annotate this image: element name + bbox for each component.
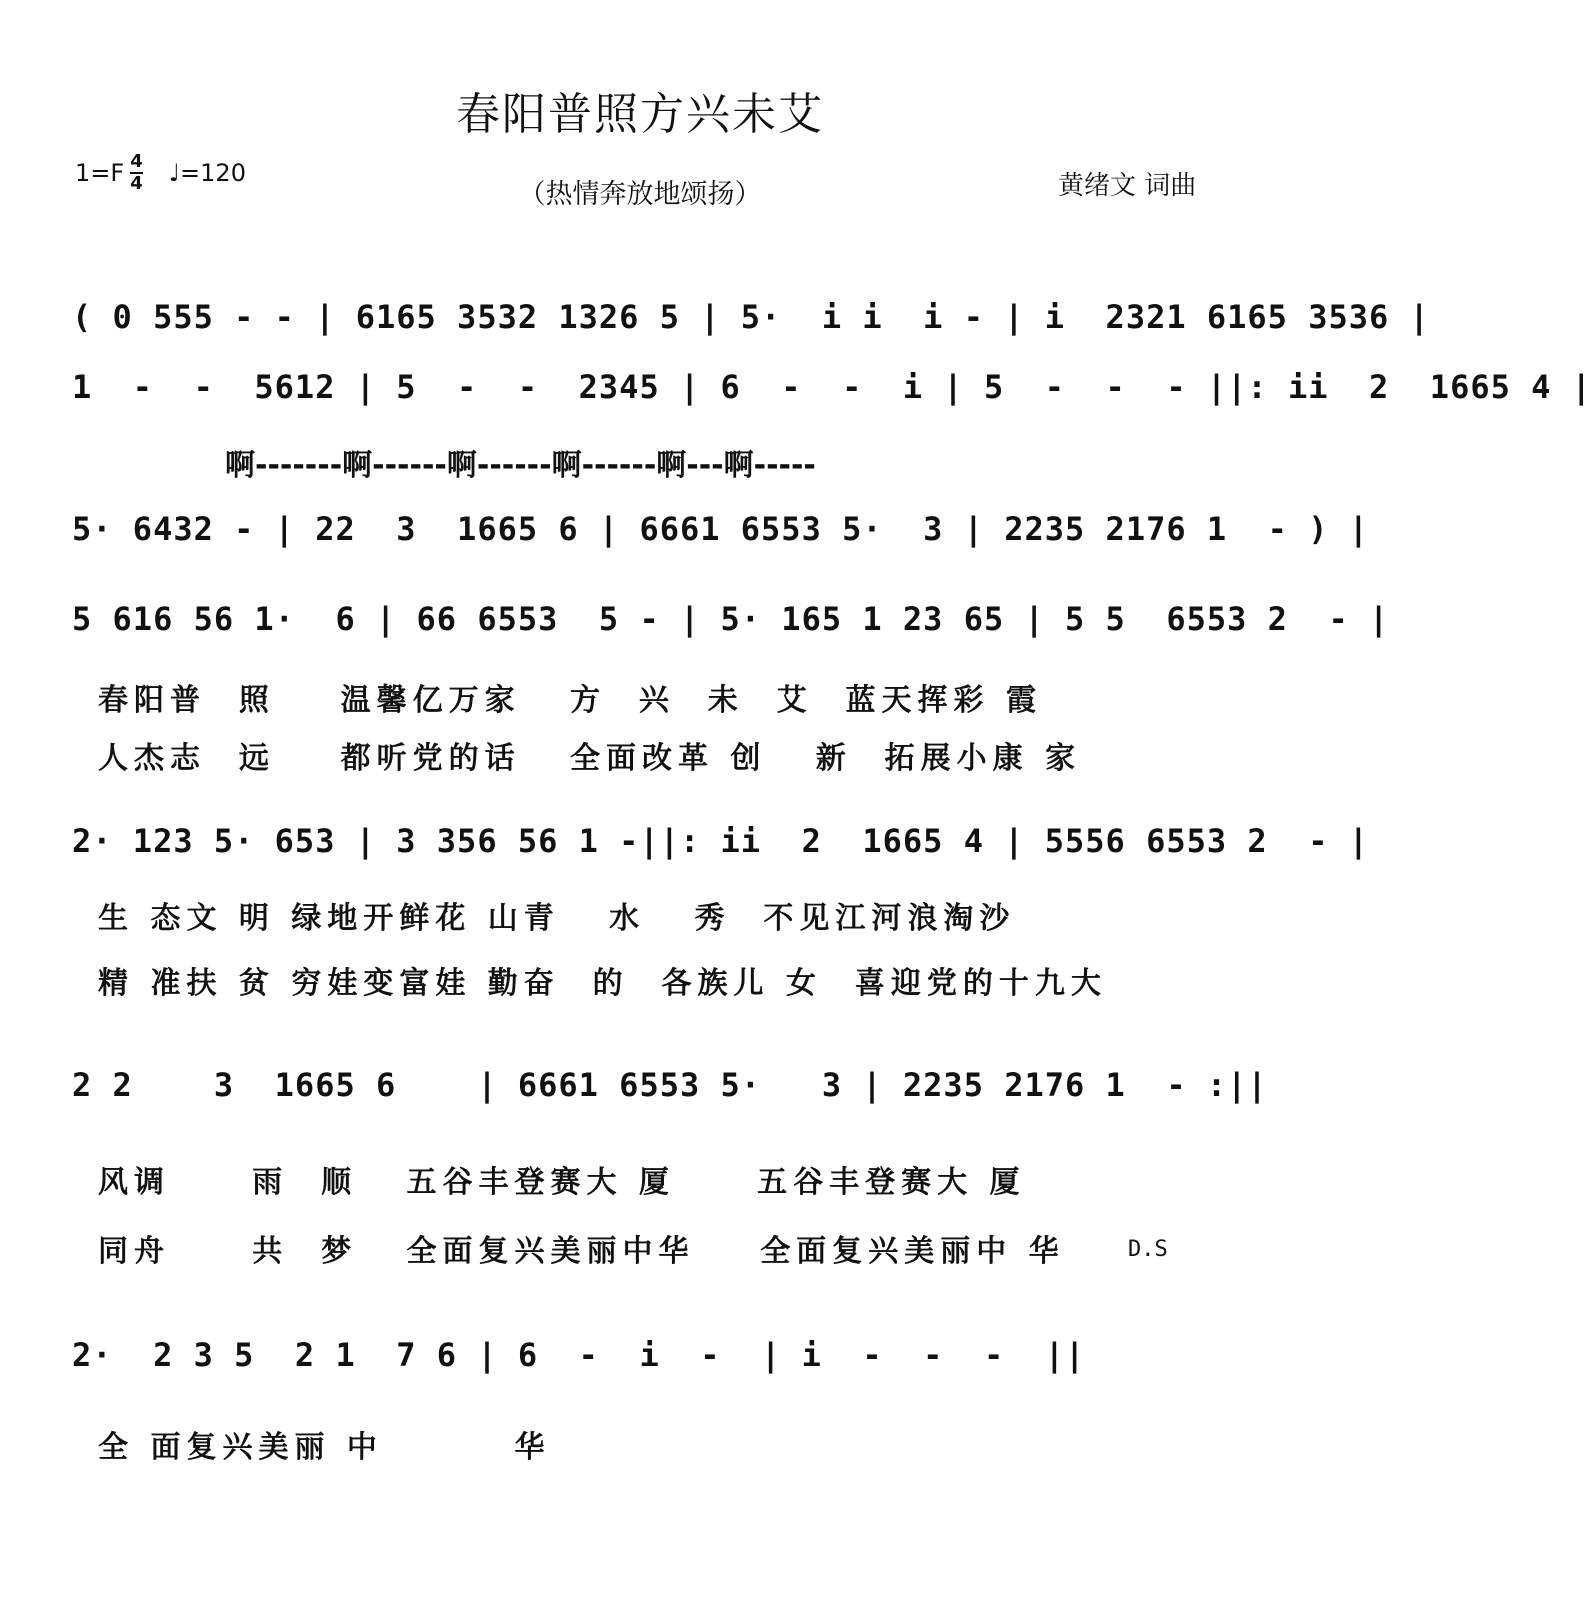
key-label: 1=F bbox=[75, 159, 125, 187]
expression-marking: （热情奔放地颂扬） bbox=[518, 179, 762, 210]
time-signature-bottom: 4 bbox=[130, 173, 143, 194]
notation-line-6: 2 2 3 1665 6 | 6661 6553 5· 3 | 2235 2176 1 - :|| bbox=[72, 1066, 1268, 1104]
lyric-verse-2-line-2: 精 准扶 贫 穷娃变富娃 勤奋 的 各族儿 女 喜迎党的十九大 bbox=[98, 966, 1107, 1001]
notation-line-5: 2· 123 5· 653 | 3 356 56 1 -||: ii 2 1665 4 | 5556 6553 2 - | bbox=[72, 822, 1369, 860]
lyric-verse-1-line-1: 春阳普 照 温馨亿万家 方 兴 未 艾 蓝天挥彩 霞 bbox=[98, 683, 1042, 718]
lyric-verse-2-line-3: 同舟 共 梦 全面复兴美丽中华 全面复兴美丽中 华 bbox=[98, 1234, 1065, 1269]
interlude-lyric: 啊-------啊------啊------啊------啊---啊----- bbox=[225, 448, 816, 483]
author-credit: 黄绪文 词曲 bbox=[1058, 171, 1197, 201]
lyric-coda: 全 面复兴美丽 中 华 bbox=[98, 1430, 551, 1465]
time-signature-top: 4 bbox=[130, 151, 143, 172]
notation-line-1: ( 0 555 - - | 6165 3532 1326 5 | 5· i i i - | i 2321 6165 3536 | bbox=[72, 298, 1430, 336]
song-title: 春阳普照方兴未艾 bbox=[456, 89, 824, 140]
notation-line-2: 1 - - 5612 | 5 - - 2345 | 6 - - i | 5 - - - ||: ii 2 1665 4 | bbox=[72, 368, 1592, 406]
lyric-verse-1-line-3: 风调 雨 顺 五谷丰登赛大 厦 五谷丰登赛大 厦 bbox=[98, 1165, 1026, 1200]
dal-segno-mark: D.S bbox=[1128, 1237, 1168, 1262]
lyric-verse-1-line-2: 生 态文 明 绿地开鲜花 山青 水 秀 不见江河浪淘沙 bbox=[98, 901, 1016, 936]
tempo-marking: ♩=120 bbox=[168, 159, 246, 187]
notation-line-3: 5· 6432 - | 22 3 1665 6 | 6661 6553 5· 3 | 2235 2176 1 - ) | bbox=[72, 510, 1369, 548]
notation-line-7: 2· 2 3 5 2 1 7 6 | 6 - i - | i - - - || bbox=[72, 1336, 1086, 1374]
notation-line-4: 5 616 56 1· 6 | 66 6553 5 - | 5· 165 1 23 65 | 5 5 6553 2 - | bbox=[72, 600, 1390, 638]
lyric-verse-2-line-1: 人杰志 远 都听党的话 全面改革 创 新 拓展小康 家 bbox=[98, 741, 1082, 776]
